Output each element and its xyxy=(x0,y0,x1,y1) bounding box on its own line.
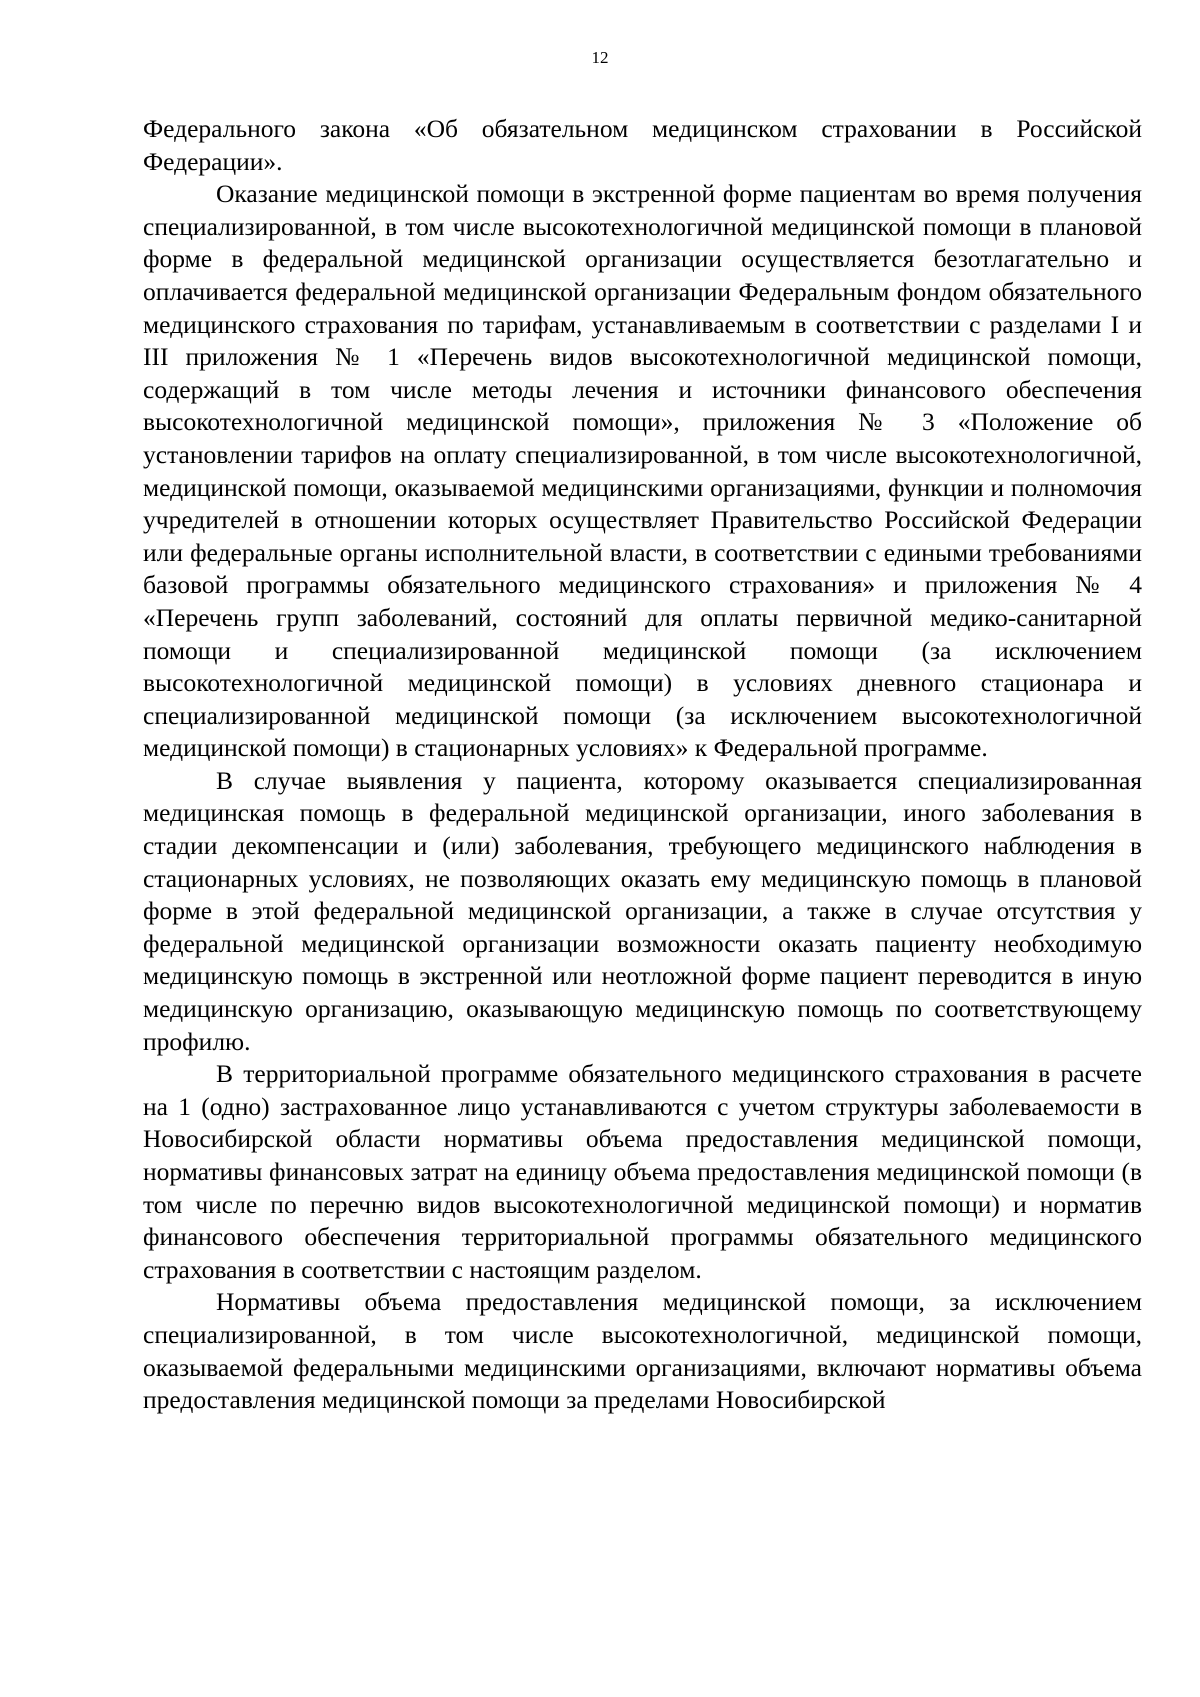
page-number: 12 xyxy=(591,48,609,67)
paragraph-emergency-care: Оказание медицинской помощи в экстренной форме пациентам во время получения специализированной, в том числе высокотехнологичной медицинской помощи в плановой форме в федеральной медицинской организации осуществляется безотлагательно и оплачивается федеральной медицинской организации Федеральным фондом обязательного медицинского страхования по тарифам, устанавливаемым в соответствии с разделами I и III приложения № 1 «Перечень видов высокотехнологичной медицинской помощи, содержащий в том числе методы лечения и источники финансового обеспечения высокотехнологичной медицинской помощи», приложения № 3 «Положение об установлении тарифов на оплату специализированной, в том числе высокотехнологичной, медицинской помощи, оказываемой медицинскими организациями, функции и полномочия учредителей в отношении которых осуществляет Правительство Российской Федерации или федеральные органы исполнительной власти, в соответствии с едиными требованиями базовой программы обязательного медицинского страхования» и приложения № 4 «Перечень групп заболеваний, состояний для оплаты первичной медико-санитарной помощи и специализированной медицинской помощи (за исключением высокотехнологичной медицинской помощи) в условиях дневного стационара и специализированной медицинской помощи (за исключением высокотехнологичной медицинской помощи) в стационарных условиях» к Федеральной программе. xyxy=(143,179,1142,763)
paragraph-territorial-program: В территориальной программе обязательного медицинского страхования в расчете на 1 (одно) застрахованное лицо устанавливаются с учетом структуры заболеваемости в Новосибирской области нормативы объема предоставления медицинской помощи, нормативы финансовых затрат на единицу объема предоставления медицинской помощи (в том числе по перечню видов высокотехнологичной медицинской помощи) и норматив финансового обеспечения территориальной программы обязательного медицинского страхования в соответствии с настоящим разделом. xyxy=(143,1059,1142,1284)
document-body xyxy=(143,113,1142,1417)
paragraph-patient-transfer: В случае выявления у пациента, которому оказывается специализированная медицинская помощь в федеральной медицинской организации, иного заболевания в стадии декомпенсации и (или) заболевания, требующего медицинского наблюдения в стационарных условиях, не позволяющих оказать ему медицинскую помощь в плановой форме в этой федеральной медицинской организации, а также в случае отсутствия у федеральной медицинской организации возможности оказать пациенту необходимую медицинскую помощь в экстренной или неотложной форме пациент переводится в иную медицинскую организацию, оказывающую медицинскую помощь по соответствующему профилю. xyxy=(143,765,1142,1056)
paragraph-continuation: Федерального закона «Об обязательном медицинском страховании в Российской Федерации». xyxy=(143,114,1142,176)
paragraph-volume-norms: Нормативы объема предоставления медицинской помощи, за исключением специализированной, в том числе высокотехнологичной, медицинской помощи, оказываемой федеральными медицинскими организациями, включают нормативы объема предоставления медицинской помощи за пределами Новосибирской xyxy=(143,1287,1142,1415)
